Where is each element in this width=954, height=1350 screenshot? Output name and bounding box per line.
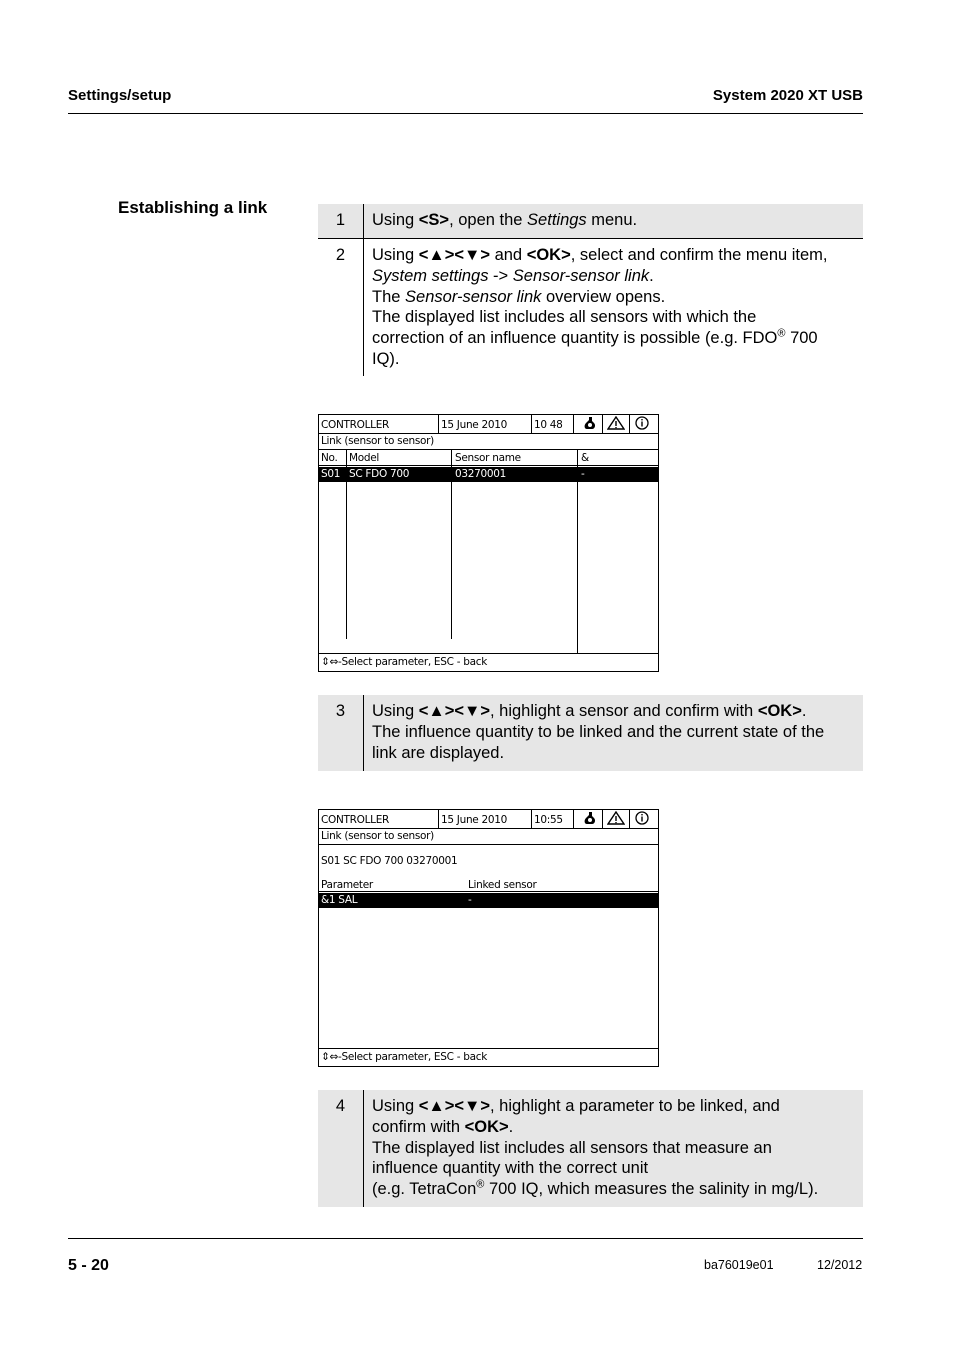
step-1 bbox=[318, 204, 863, 238]
maintenance-icon bbox=[581, 811, 599, 825]
section-title: Establishing a link bbox=[118, 198, 268, 217]
screen-device-name: CONTROLLER bbox=[321, 419, 390, 431]
page-number: 5 - 20 bbox=[68, 1257, 109, 1274]
screen-subtitle: Link (sensor to sensor) bbox=[321, 435, 434, 447]
step-number: 1 bbox=[335, 211, 346, 229]
step-separator bbox=[363, 1090, 364, 1207]
table-row-selected[interactable] bbox=[319, 893, 658, 908]
step-text: Using <▲><▼>, highlight a sensor and confirm with <OK>. The influence quantity to be linked and the current state of the link are displayed. bbox=[372, 702, 825, 762]
screen-subtitle: Link (sensor to sensor) bbox=[321, 830, 434, 842]
table-row-selected[interactable] bbox=[319, 467, 658, 482]
warning-icon bbox=[607, 416, 625, 430]
step-number: 3 bbox=[335, 702, 346, 720]
screen-date: 15 June 2010 bbox=[441, 419, 508, 431]
header-rule bbox=[68, 113, 863, 114]
step-3 bbox=[318, 695, 863, 771]
screen-time: 10:55 bbox=[534, 814, 563, 826]
device-screen-sensor-list bbox=[318, 414, 659, 672]
row-parameter: &1 SAL bbox=[321, 894, 358, 906]
document-id: ba76019e01 bbox=[704, 1258, 774, 1272]
maintenance-icon bbox=[581, 416, 599, 430]
column-header-link: & bbox=[581, 452, 589, 464]
row-sensor-name: 03270001 bbox=[455, 468, 507, 480]
info-icon bbox=[633, 416, 651, 430]
row-model: SC FDO 700 bbox=[349, 468, 410, 480]
column-header-linked-sensor: Linked sensor bbox=[468, 879, 537, 891]
screen-footer-hint: ⇕⇔-Select parameter, ESC - back bbox=[321, 1051, 487, 1063]
step-4 bbox=[318, 1090, 863, 1207]
row-linked-sensor: - bbox=[468, 894, 472, 906]
column-header-parameter: Parameter bbox=[321, 879, 373, 891]
screen-footer-hint: ⇕⇔-Select parameter, ESC - back bbox=[321, 656, 487, 668]
footer-rule bbox=[68, 1238, 863, 1239]
header-product: System 2020 XT USB bbox=[712, 87, 863, 104]
warning-icon bbox=[607, 811, 625, 825]
column-header-no: No. bbox=[321, 452, 338, 464]
screen-date: 15 June 2010 bbox=[441, 814, 508, 826]
screen-time: 10 48 bbox=[534, 419, 563, 431]
step-number: 4 bbox=[335, 1097, 346, 1115]
column-header-model: Model bbox=[349, 452, 380, 464]
step-separator bbox=[363, 239, 364, 376]
info-icon bbox=[633, 811, 651, 825]
column-header-sensor-name: Sensor name bbox=[455, 452, 521, 464]
step-number: 2 bbox=[335, 246, 346, 264]
header-section: Settings/setup bbox=[68, 87, 172, 104]
step-text: Using <▲><▼> and <OK>, select and confirm the menu item, System settings -> Sensor-sensor link. The Sensor-sensor link overview opens. The displayed list includes all sensors with which the correction of an influence quantity is possible (e.g. FDO® 700 IQ). bbox=[372, 246, 828, 368]
step-2 bbox=[318, 239, 863, 376]
screen-device-name: CONTROLLER bbox=[321, 814, 390, 826]
document-date: 12/2012 bbox=[817, 1258, 863, 1272]
row-no: S01 bbox=[321, 468, 341, 480]
step-separator bbox=[363, 695, 364, 771]
step-text: Using <▲><▼>, highlight a parameter to be linked, and confirm with <OK>. The displayed list includes all sensors that measure an influence quantity with the correct unit (e.g. TetraCon® 700 IQ, which measures the salinity in mg/L). bbox=[372, 1097, 819, 1199]
row-link: - bbox=[581, 468, 585, 480]
step-separator bbox=[363, 204, 364, 238]
step-text: Using <S>, open the Settings menu. bbox=[372, 211, 638, 229]
screen-sensor-line: S01 SC FDO 700 03270001 bbox=[321, 855, 458, 867]
device-screen-parameter-link bbox=[318, 809, 659, 1067]
